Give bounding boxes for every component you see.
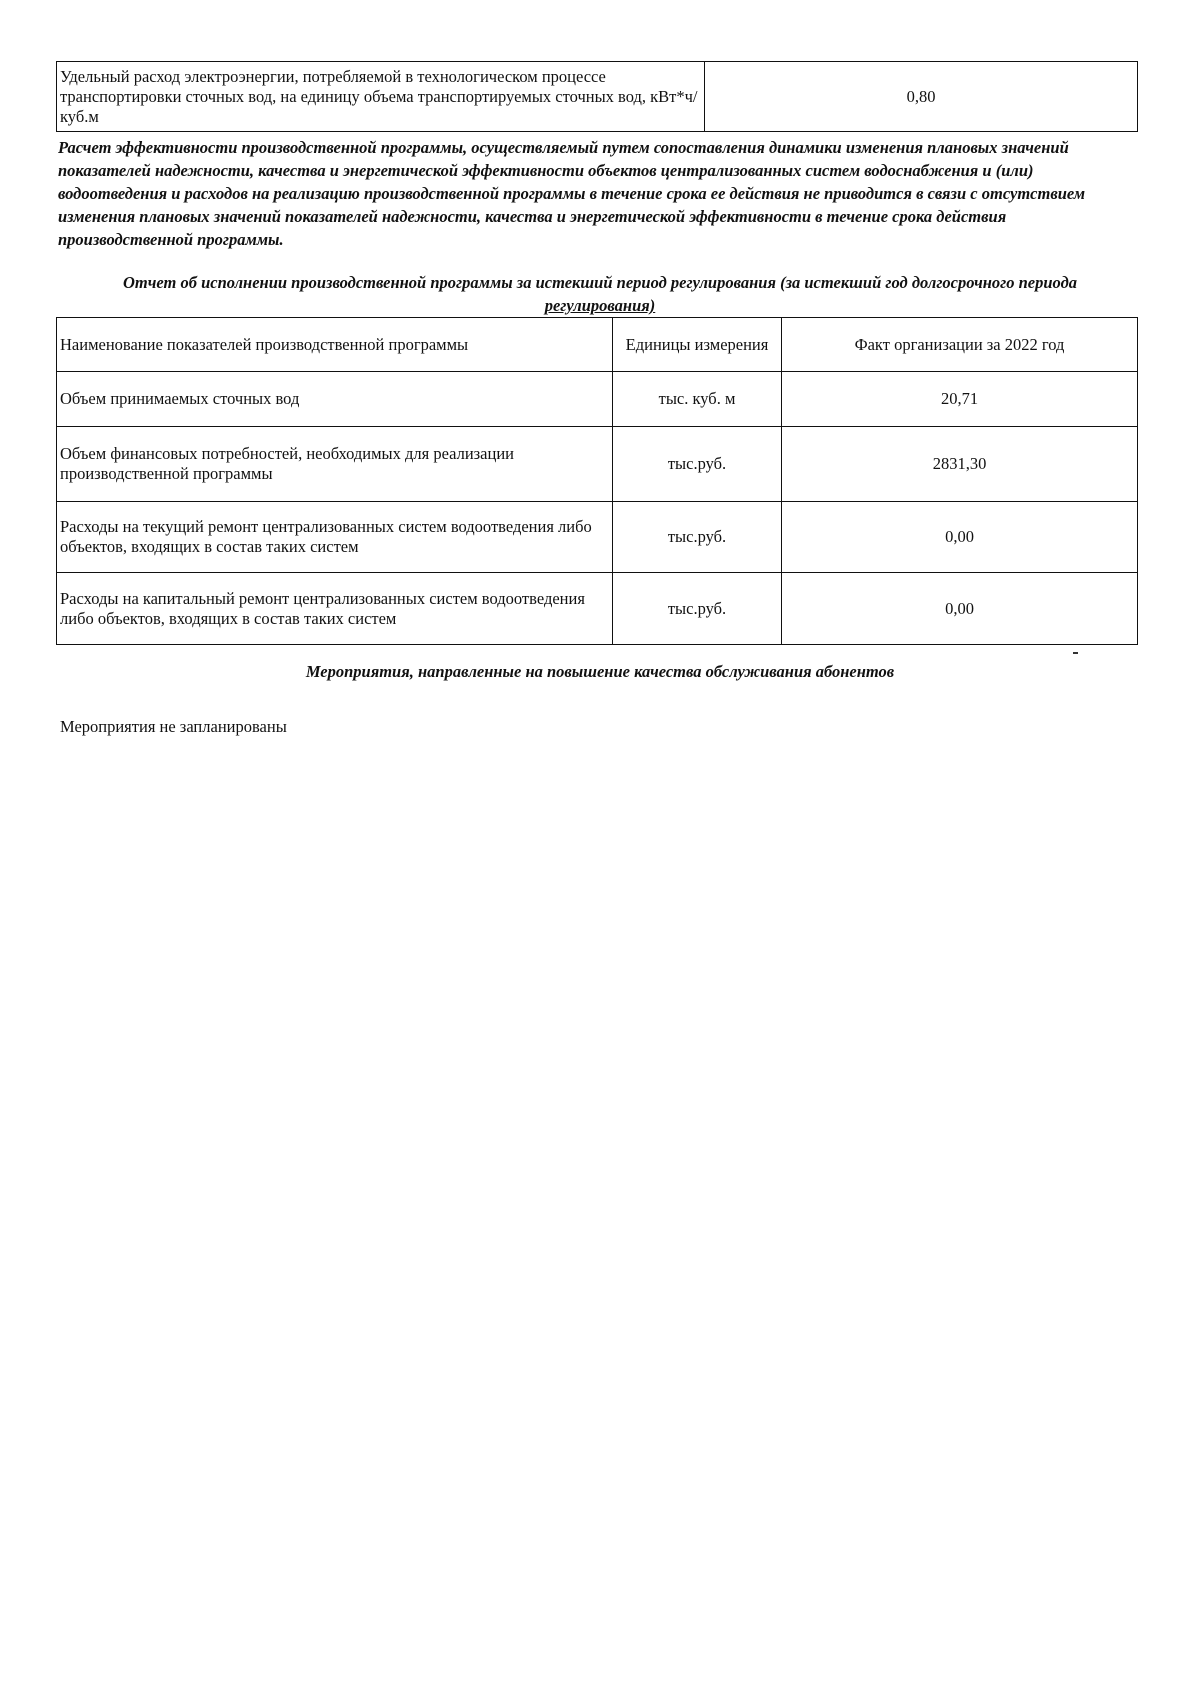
row-unit: тыс. куб. м: [613, 372, 782, 427]
report-title-line2: регулирования): [544, 296, 656, 315]
header-indicator-name: Наименование показателей производственной программы: [57, 318, 613, 372]
table-row: [57, 62, 1138, 132]
measures-text: Мероприятия не запланированы: [60, 717, 287, 736]
row-unit: тыс.руб.: [613, 502, 782, 573]
row-value: 0,00: [782, 502, 1138, 573]
row-unit: тыс.руб.: [613, 427, 782, 502]
scan-speck: [1073, 652, 1078, 654]
report-title-line1: Отчет об исполнении производственной программы за истекший период регулирования (за истекший год долгосрочного периода: [122, 273, 1078, 292]
energy-indicator-table: [56, 61, 1138, 132]
row-value: 0,00: [782, 573, 1138, 645]
row-name: Объем финансовых потребностей, необходимых для реализации производственной программы: [57, 427, 613, 502]
table-row: [57, 502, 1138, 573]
indicator-value-cell: 0,80: [705, 62, 1138, 132]
measures-title: Мероприятия, направленные на повышение качества обслуживания абонентов: [305, 662, 895, 681]
row-value: 20,71: [782, 372, 1138, 427]
report-table: [56, 317, 1138, 645]
row-unit: тыс.руб.: [613, 573, 782, 645]
row-name: Расходы на капитальный ремонт централизованных систем водоотведения либо объектов, входящих в состав таких систем: [57, 573, 613, 645]
row-value: 2831,30: [782, 427, 1138, 502]
row-name: Объем принимаемых сточных вод: [57, 372, 613, 427]
header-fact-2022: Факт организации за 2022 год: [782, 318, 1138, 372]
indicator-name-cell: Удельный расход электроэнергии, потребляемой в технологическом процессе транспортировки сточных вод, на единицу объема транспортируемых сточных вод, кВт*ч/ куб.м: [57, 62, 705, 132]
table-row: [57, 372, 1138, 427]
table-row: [57, 573, 1138, 645]
row-name: Расходы на текущий ремонт централизованных систем водоотведения либо объектов, входящих в состав таких систем: [57, 502, 613, 573]
table-header-row: [57, 318, 1138, 372]
efficiency-note: Расчет эффективности производственной программы, осуществляемый путем сопоставления динамики изменения плановых значений показателей надежности, качества и энергетической эффективности объектов централизованных систем водоснабжения и (или) водоотведения и расходов на реализацию производственной программы в течение срока ее действия не приводится в связи с отсутствием изменения плановых значений показателей надежности, качества и энергетической эффективности в течение срока действия производственной программы.: [58, 138, 1086, 249]
table-row: [57, 427, 1138, 502]
header-unit: Единицы измерения: [613, 318, 782, 372]
report-title: [60, 271, 1140, 317]
